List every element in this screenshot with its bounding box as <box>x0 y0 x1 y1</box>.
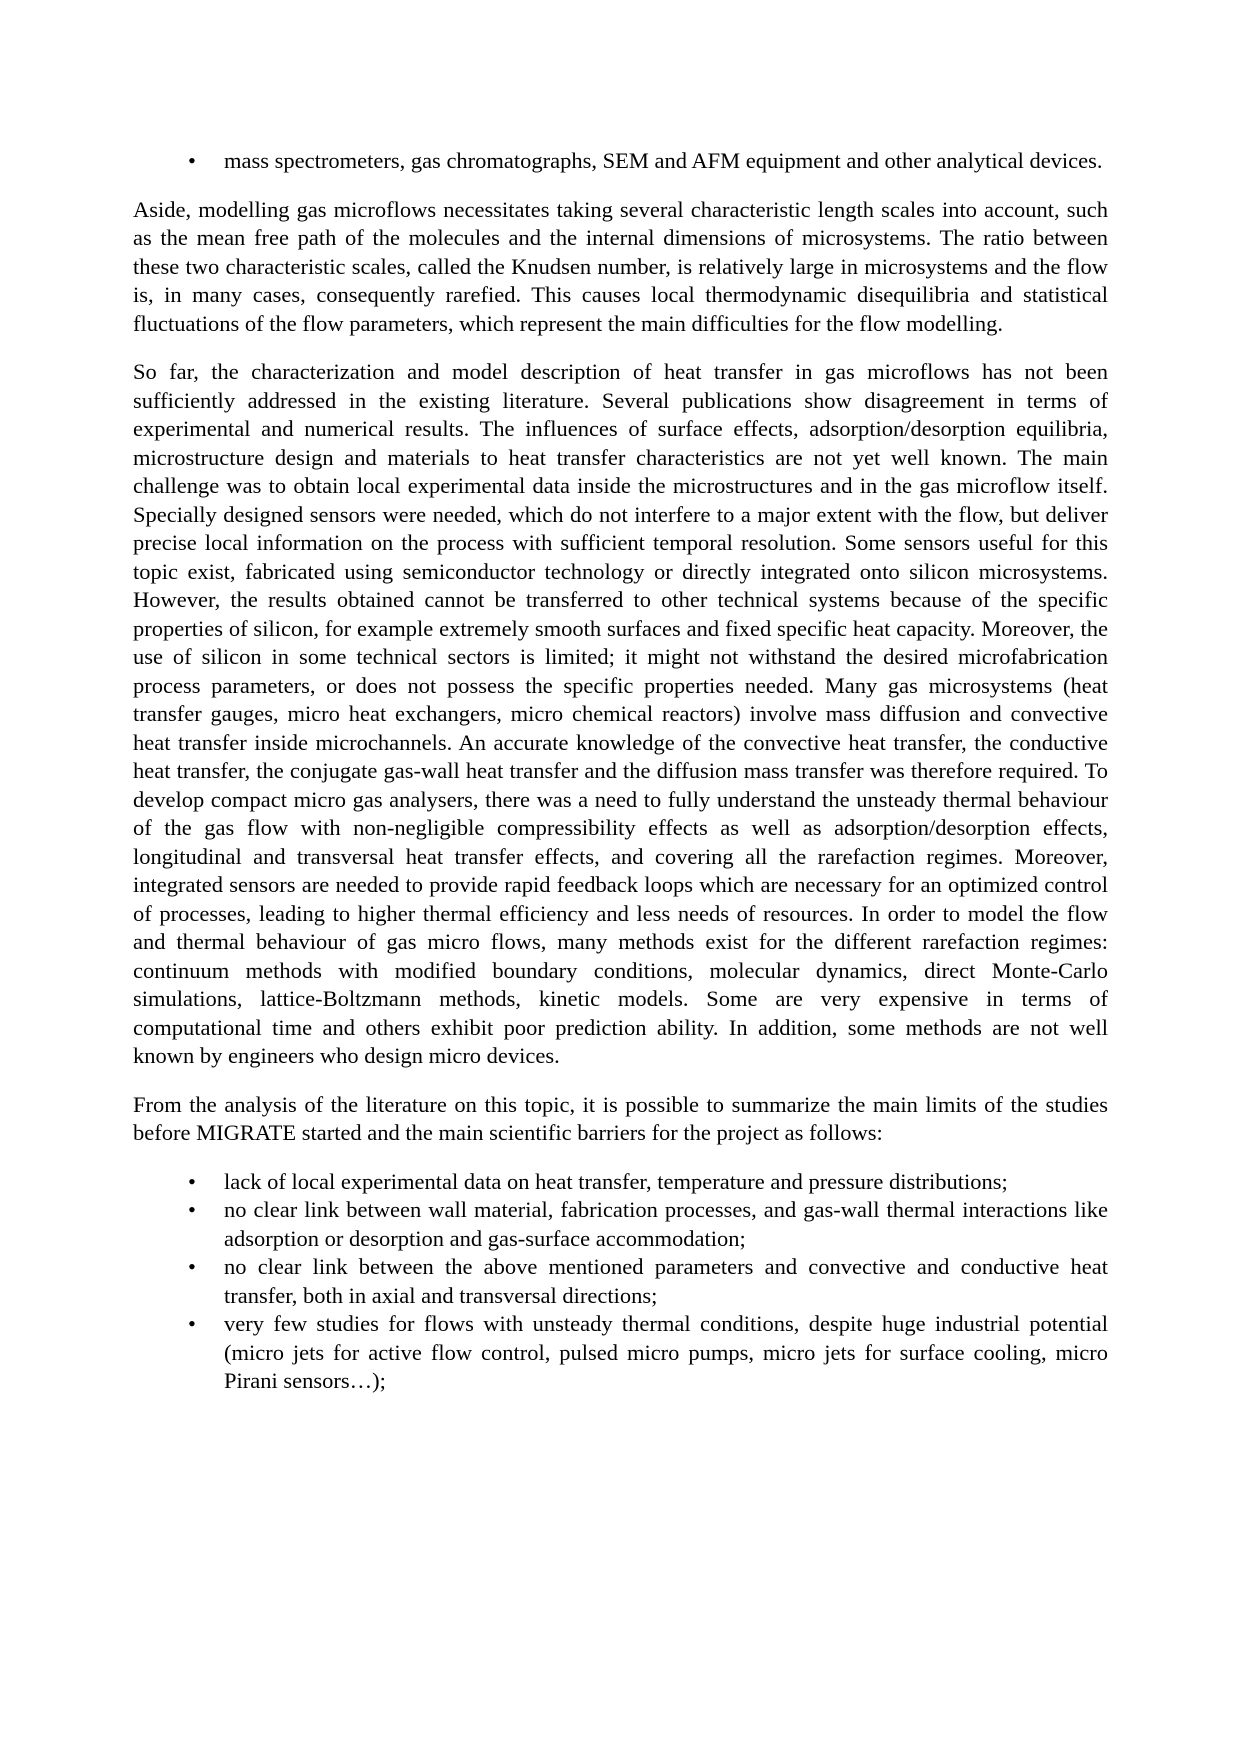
list-item-text: very few studies for flows with unsteady thermal conditions, despite huge industrial potential (micro jets for active flow control, pulsed micro pumps, micro jets for surface cooling, micro Pirani sensors…); <box>224 1311 1108 1393</box>
bullet-icon: • <box>188 1311 196 1336</box>
list-item-text: no clear link between wall material, fabrication processes, and gas-wall thermal interactions like adsorption or desorption and gas-surface accommodation; <box>224 1197 1108 1251</box>
bullet-icon: • <box>188 1168 196 1194</box>
list-item <box>133 1196 1108 1253</box>
list-item <box>133 1253 1108 1310</box>
list-item <box>133 147 1108 176</box>
list-item-text: lack of local experimental data on heat transfer, temperature and pressure distributions; <box>224 1168 1008 1194</box>
paragraph-from-analysis: From the analysis of the literature on this topic, it is possible to summarize the main limits of the studies before MIGRATE started and the main scientific barriers for the project as follows: <box>133 1091 1108 1145</box>
equipment-bullet-list <box>133 147 1108 176</box>
list-item <box>133 1310 1108 1396</box>
paragraph-so-far: So far, the characterization and model description of heat transfer in gas microflows has not been sufficiently addressed in the existing literature. Several publications show disagreement in terms of experimental and numerical results. The influences of surface effects, adsorption/desorption equilibria, microstructure design and materials to heat transfer characteristics are not yet well known. The main challenge was to obtain local experimental data inside the microstructures and in the gas microflow itself. Specially designed sensors were needed, which do not interfere to a major extent with the flow, but deliver precise local information on the process with sufficient temporal resolution. Some sensors useful for this topic exist, fabricated using semiconductor technology or directly integrated onto silicon microsystems. However, the results obtained cannot be transferred to other technical systems because of the specific properties of silicon, for example extremely smooth surfaces and fixed specific heat capacity. Moreover, the use of silicon in some technical sectors is limited; it might not withstand the desired microfabrication process parameters, or does not possess the specific properties needed. Many gas microsystems (heat transfer gauges, micro heat exchangers, micro chemical reactors) involve mass diffusion and convective heat transfer inside microchannels. An accurate knowledge of the convective heat transfer, the conductive heat transfer, the conjugate gas-wall heat transfer and the diffusion mass transfer was therefore required. To develop compact micro gas analysers, there was a need to fully understand the unsteady thermal behaviour of the gas flow with non-negligible compressibility effects as well as adsorption/desorption effects, longitudinal and transversal heat transfer effects, and covering all the rarefaction regimes. Moreover, integrated sensors are needed to provide rapid feedback loops which are necessary for an optimized control of processes, leading to higher thermal efficiency and less needs of resources. In order to model the flow and thermal behaviour of gas micro flows, many methods exist for the different rarefaction regimes: continuum methods with modified boundary conditions, molecular dynamics, direct Monte-Carlo simulations, lattice-Boltzmann methods, kinetic models. Some are very expensive in terms of computational time and others exhibit poor prediction ability. In addition, some methods are not well known by engineers who design micro devices. <box>133 359 1108 1068</box>
list-item <box>133 1168 1108 1197</box>
limits-bullet-list <box>133 1168 1108 1396</box>
paragraph-aside-modelling: Aside, modelling gas microflows necessitates taking several characteristic length scales into account, such as the mean free path of the molecules and the internal dimensions of microsystems. The ratio between these two characteristic scales, called the Knudsen number, is relatively large in microsystems and the flow is, in many cases, consequently rarefied. This causes local thermodynamic disequilibria and statistical fluctuations of the flow parameters, which represent the main difficulties for the flow modelling. <box>133 196 1108 336</box>
bullet-icon: • <box>188 148 196 173</box>
bullet-icon: • <box>188 1254 196 1279</box>
list-item-text: no clear link between the above mentioned parameters and convective and conductive heat transfer, both in axial and transversal directions; <box>224 1254 1108 1308</box>
bullet-icon: • <box>188 1197 196 1222</box>
list-item-text: mass spectrometers, gas chromatographs, SEM and AFM equipment and other analytical devices. <box>224 148 1103 173</box>
